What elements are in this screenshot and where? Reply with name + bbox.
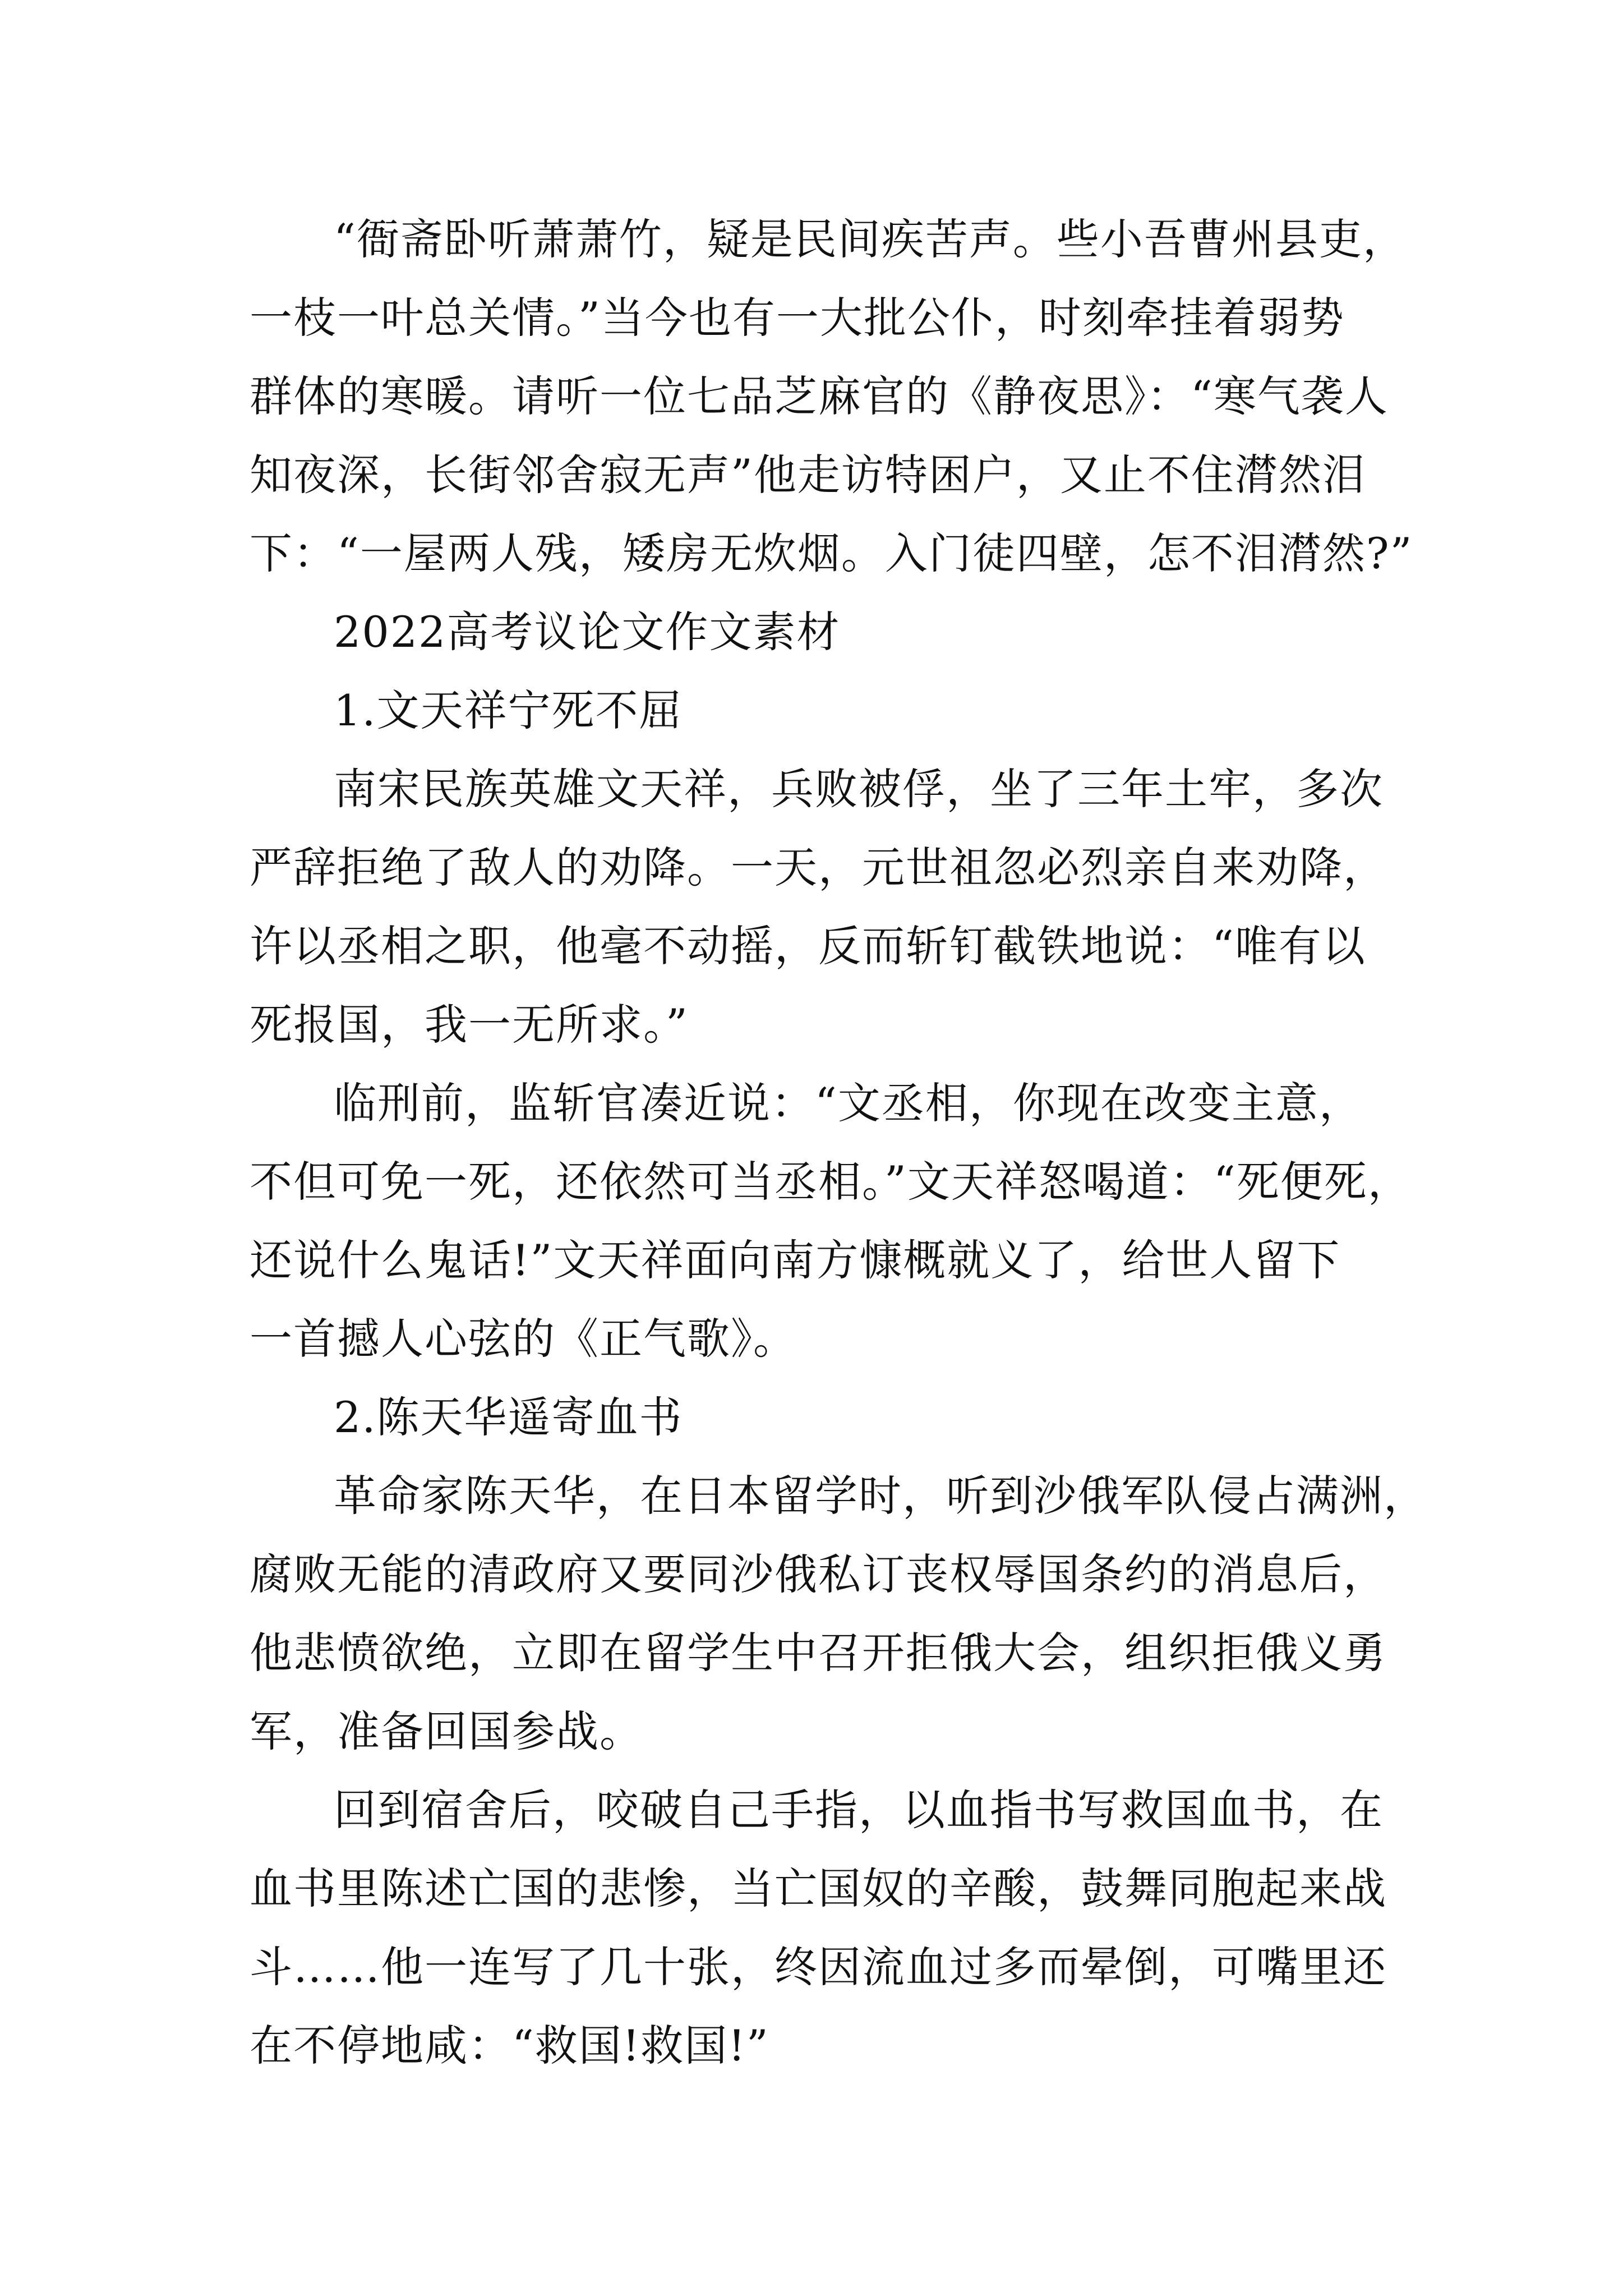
text-line: 一枝一叶总关情。”当今也有一大批公仆，时刻牵挂着弱势 [250, 293, 1345, 343]
text-line: 下：“一屋两人残，矮房无炊烟。入门徒四壁，怎不泪潸然?” [250, 528, 1413, 578]
text-line: 斗……他一连写了几十张，终因流血过多而晕倒，可嘴里还 [250, 1942, 1387, 1992]
text-line: 还说什么鬼话!”文天祥面向南方慷概就义了，给世人留下 [250, 1235, 1341, 1285]
text-line: 他悲愤欲绝，立即在留学生中召开拒俄大会，组织拒俄义勇 [250, 1628, 1387, 1678]
text-line: 死报国，我一无所求。” [250, 1000, 689, 1050]
text-line: 南宋民族英雄文天祥，兵败被俘，坐了三年土牢，多次 [334, 764, 1384, 814]
text-line: 知夜深，长街邻舍寂无声”他走访特困户，又止不住潸然泪 [250, 450, 1366, 500]
text-line: 腐败无能的清政府又要同沙俄私订丧权辱国条约的消息后， [250, 1549, 1387, 1599]
section-title: 2022高考议论文作文素材 [334, 607, 841, 657]
text-line: 回到宿舍后，咬破自己手指，以血指书写救国血书，在 [334, 1785, 1384, 1835]
text-line: 在不停地咸：“救国!救国!” [250, 2021, 769, 2070]
text-line: 群体的寒暖。请听一位七品芝麻官的《静夜思》：“寒气袭人 [250, 371, 1389, 421]
text-line: 许以丞相之职，他毫不动摇，反而斩钉截铁地说：“唯有以 [250, 921, 1366, 971]
text-line: 临刑前，监斩官凑近说：“文丞相，你现在改变主意， [334, 1078, 1363, 1128]
text-line: 革命家陈天华，在日本留学时，听到沙俄军队侵占满洲， [334, 1471, 1427, 1521]
text-line: 血书里陈述亡国的悲惨，当亡国奴的辛酸，鼓舞同胞起来战 [250, 1864, 1387, 1913]
text-line: 不但可免一死，还依然可当丞相。”文天祥怒喝道：“死便死， [250, 1157, 1412, 1207]
text-line: 军，准备回国参战。 [250, 1706, 643, 1756]
text-line: 一首撼人心弦的《正气歌》。 [250, 1314, 797, 1364]
subsection-heading: 2.陈天华遥寄血书 [334, 1392, 683, 1442]
subsection-heading: 1.文天祥宁死不屈 [334, 685, 683, 735]
text-line: “衙斋卧听萧萧竹，疑是民间疾苦声。些小吾曹州县吏， [334, 214, 1407, 264]
text-line: 严辞拒绝了敌人的劝降。一天，元世祖忽必烈亲自来劝降， [250, 843, 1387, 892]
